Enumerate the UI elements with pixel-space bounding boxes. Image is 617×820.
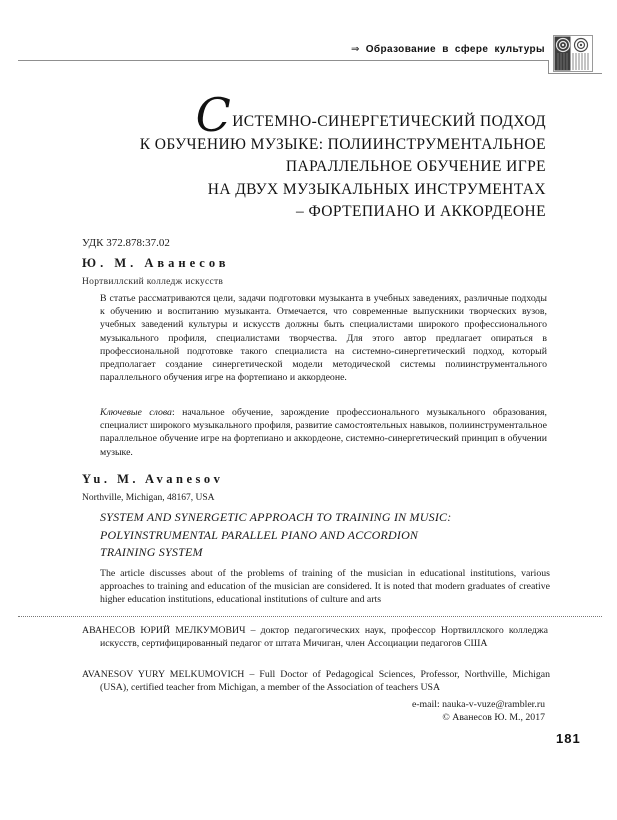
author-bio-ru: АВАНЕСОВ ЮРИЙ МЕЛКУМОВИЧ – доктор педагогических наук, профессор Нортвиллского колледжа искусств, сертифицированный педагог от штата Мичиган, член Ассоциации педагогов США (82, 625, 548, 650)
article-title-en (100, 509, 550, 562)
author-name-en: Yu. M. Avanesov (82, 472, 224, 486)
dotted-divider (18, 616, 602, 617)
author-name-ru: Ю. М. Аванесов (82, 256, 230, 270)
abstract-ru: В статье рассматриваются цели, задачи подготовки музыканта в учебных заведениях, различные подходы к обучению и воспитанию музыканта. Отмечается, что современные выпускники творческих вузов, учебных заведений культуры и искусств должны быть специалистами широкого профессионального музыкального профиля, специалистами творчества. Для этого автор предлагает опираться в профессиональной подготовке такого специалиста на системно-синергетический подход, который предполагает создание синергетической модели методической системы полиинструментального параллельного обучения игре на фортепиано и аккордеоне. (100, 293, 547, 384)
author-affiliation-en: Northville, Michigan, 48167, USA (82, 493, 215, 503)
column-capital-icon (553, 35, 593, 72)
author-bio-en: AVANESOV YURY MELKUMOVICH – Full Doctor of Pedagogical Sciences, Professor, Northville, Michigan (USA), certified teacher from Michigan, a member of the Association of teachers USA (82, 669, 550, 694)
header-rule-right (548, 73, 602, 74)
section-header-label: Образование в сфере культуры (365, 44, 545, 55)
title-en-line: SYSTEM AND SYNERGETIC APPROACH TO TRAINING IN MUSIC: (100, 510, 452, 524)
keywords-ru (100, 406, 547, 459)
page-number: 181 (556, 731, 581, 746)
title-en-line: TRAINING SYSTEM (100, 545, 203, 559)
header-rule-step (548, 60, 549, 74)
header-rule-left (18, 60, 548, 61)
email-line: e-mail: nauka-v-vuze@rambler.ru (411, 699, 545, 710)
copyright-line: © Аванесов Ю. М., 2017 (442, 712, 545, 723)
title-line: – ФОРТЕПИАНО И АККОРДЕОНЕ (296, 203, 546, 220)
keywords-label: Ключевые слова (100, 407, 172, 418)
udc-code: УДК 372.878:37.02 (82, 237, 170, 249)
keywords-text: : начальное обучение, зарождение профессионального музыкального образования, специалист широкого музыкального профиля, развитие самостоятельных навыков, полиинструментальное параллельное обучение игре на фортепиано и аккордеоне, системно-синергетический принцип в обучении музыке. (100, 407, 547, 458)
double-arrow-icon: ⇒ (350, 44, 360, 55)
title-line: НА ДВУХ МУЗЫКАЛЬНЫХ ИНСТРУМЕНТАХ (207, 180, 546, 198)
author-affiliation-ru: Нортвиллский колледж искусств (82, 277, 224, 287)
title-en-line: POLYINSTRUMENTAL PARALLEL PIANO AND ACCORDION (100, 527, 419, 542)
article-title-ru (70, 88, 546, 224)
title-line: К ОБУЧЕНИЮ МУЗЫКЕ: ПОЛИИНСТРУМЕНТАЛЬНОЕ (139, 135, 546, 153)
title-line: СИСТЕМНО-СИНЕРГЕТИЧЕСКИЙ ПОДХОД (195, 88, 546, 142)
title-drop-cap: С (195, 88, 232, 142)
section-header (351, 44, 545, 55)
title-line: ПАРАЛЛЕЛЬНОЕ ОБУЧЕНИЕ ИГРЕ (285, 158, 546, 175)
abstract-en: The article discusses about of the problems of training of the musician in educational institutions, various approaches to training and education of the musician are considered. It is noted that modern graduates of creative higher education institutions, educational institutions of culture and arts (100, 568, 550, 606)
